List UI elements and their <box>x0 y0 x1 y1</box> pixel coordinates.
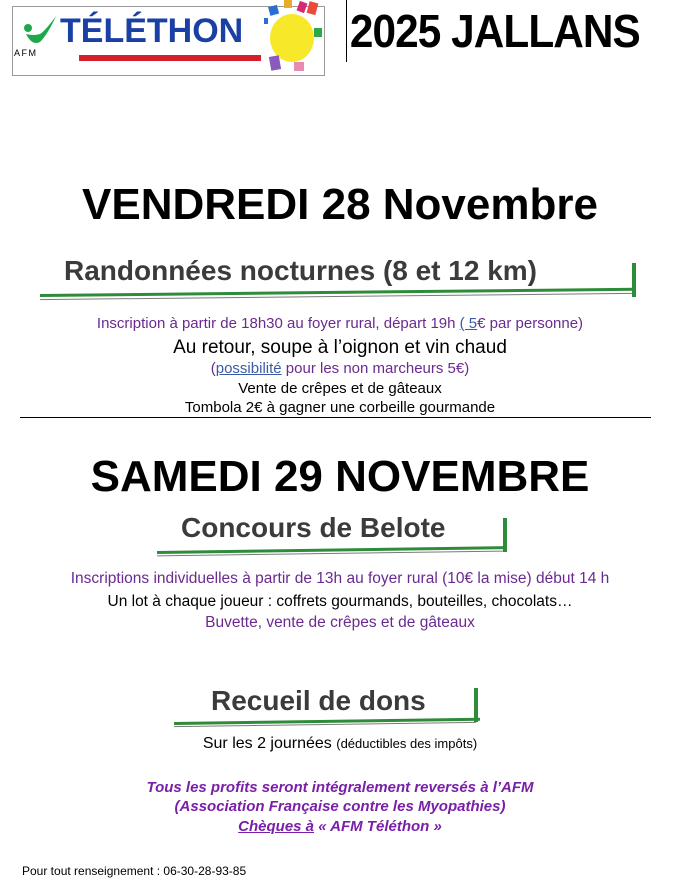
saturday-heading-bar <box>503 518 507 552</box>
friday-heading-bar <box>632 263 636 297</box>
saturday-info-buvette: Buvette, vente de crêpes et de gâteaux <box>205 614 475 631</box>
closing-association: (Association Française contre les Myopathies) <box>174 798 506 815</box>
donations-heading-bar <box>474 688 478 722</box>
telethon-wordmark: TÉLÉTHON <box>60 12 244 50</box>
saturday-info-registration: Inscriptions individuelles à partir de 13h au foyer rural (10€ la mise) début 14 h <box>70 570 610 587</box>
telethon-color-shapes-icon <box>262 0 326 76</box>
friday-info-non-walkers: (possibilité pour les non marcheurs 5€) <box>210 360 470 377</box>
saturday-section-heading: Concours de Belote <box>181 512 446 543</box>
friday-section-heading: Randonnées nocturnes (8 et 12 km) <box>64 255 538 286</box>
saturday-info-prizes: Un lot à chaque joueur : coffrets gourmands, bouteilles, chocolats… <box>107 593 573 610</box>
page-title: 2025 JALLANS <box>349 5 640 57</box>
afm-label: AFM <box>14 48 38 58</box>
contact-footer: Pour tout renseignement : 06-30-28-93-85 <box>22 864 247 878</box>
closing-cheques: Chèques à « AFM Téléthon » <box>238 818 442 835</box>
section-divider <box>20 417 651 418</box>
saturday-title: SAMEDI 29 NOVEMBRE <box>90 452 590 501</box>
donations-info: Sur les 2 journées (déductibles des impôts) <box>202 735 478 752</box>
donations-heading: Recueil de dons <box>211 685 426 716</box>
friday-info-registration: Inscription à partir de 18h30 au foyer rural, départ 19h ( 5€ par personne) <box>96 315 584 332</box>
telethon-red-bar <box>79 55 261 61</box>
title-divider <box>346 0 347 62</box>
friday-info-crepes: Vente de crêpes et de gâteaux <box>238 380 442 397</box>
friday-title: VENDREDI 28 Novembre <box>82 180 598 229</box>
friday-info-tombola: Tombola 2€ à gagner une corbeille gourmande <box>184 399 496 416</box>
closing-profits: Tous les profits seront intégralement reversés à l’AFM <box>146 779 534 796</box>
friday-info-soup: Au retour, soupe à l’oignon et vin chaud <box>173 337 507 358</box>
afm-figure-icon <box>18 12 58 50</box>
